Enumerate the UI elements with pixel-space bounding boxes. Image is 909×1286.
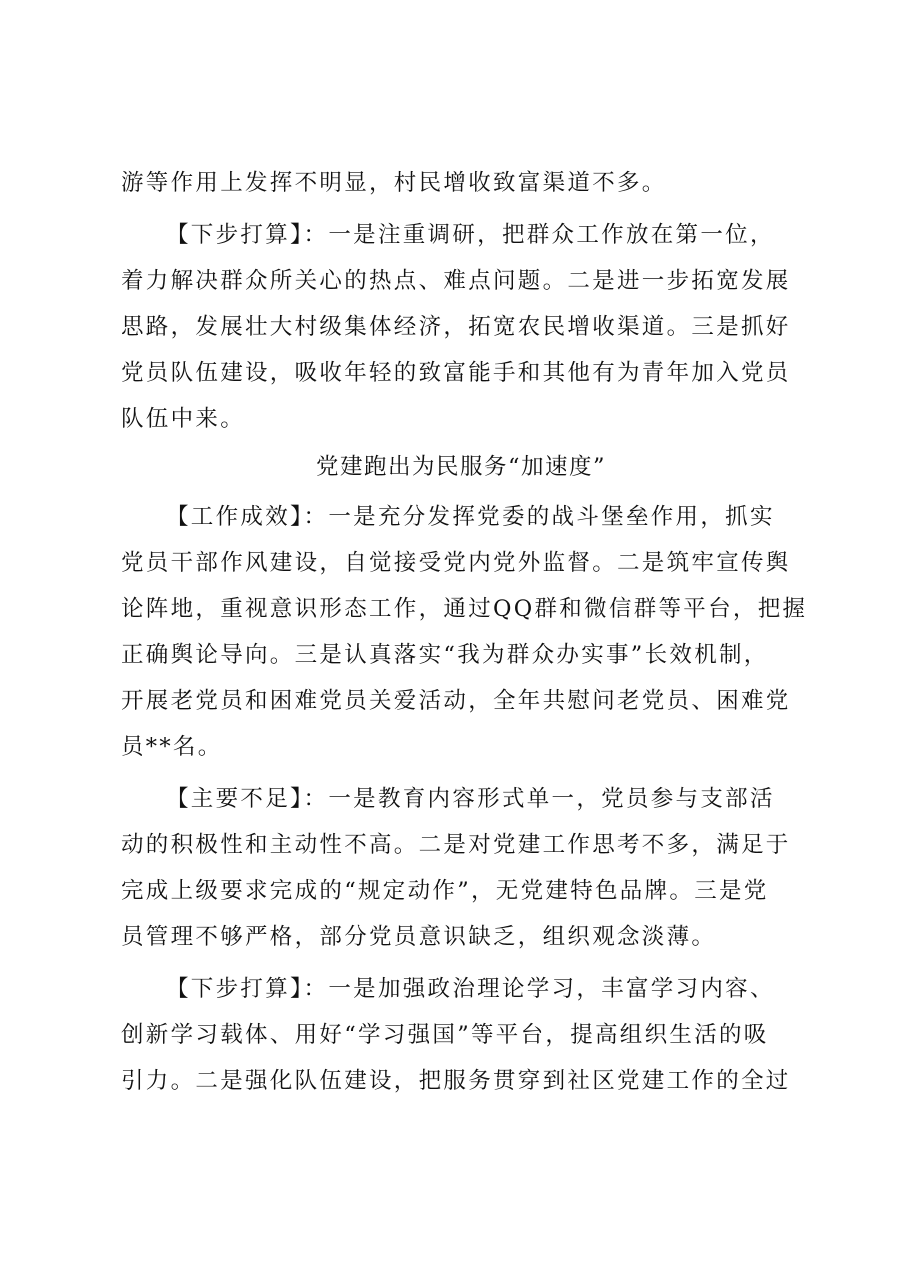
paragraph-line: 开展老党员和困难党员关爱活动，全年共慰问老党员、困难党 xyxy=(121,688,791,714)
paragraph-line: 动的积极性和主动性不高。二是对党建工作思考不多，满足于 xyxy=(121,832,791,858)
paragraph-line: 正确舆论导向。三是认真落实“我为群众办实事”长效机制， xyxy=(121,642,769,668)
paragraph-line: 【下步打算】：一是注重调研，把群众工作放在第一位， xyxy=(166,222,775,248)
paragraph-line: 思路，发展壮大村级集体经济，拓宽农民增收渠道。三是抓好 xyxy=(121,314,791,340)
paragraph-line: 【下步打算】：一是加强政治理论学习，丰富学习内容、 xyxy=(166,976,775,1002)
paragraph-line: 党员队伍建设，吸收年轻的致富能手和其他有为青年加入党员 xyxy=(121,360,791,386)
paragraph-line: 【主要不足】：一是教育内容形式单一，党员参与支部活 xyxy=(166,786,775,812)
paragraph-line: 着力解决群众所关心的热点、难点问题。二是进一步拓宽发展 xyxy=(121,268,791,294)
section-title: 党建跑出为民服务“加速度” xyxy=(315,454,606,480)
paragraph-line: 创新学习载体、用好“学习强国”等平台，提高组织生活的吸 xyxy=(121,1022,769,1048)
paragraph-line: 引力。二是强化队伍建设，把服务贯穿到社区党建工作的全过 xyxy=(121,1068,791,1094)
paragraph-line: 党员干部作风建设，自觉接受党内党外监督。二是筑牢宣传舆 xyxy=(121,550,791,576)
paragraph-line: 【工作成效】：一是充分发挥党委的战斗堡垒作用，抓实 xyxy=(166,504,775,530)
paragraph-line: 队伍中来。 xyxy=(121,406,246,432)
paragraph-line: 完成上级要求完成的“规定动作”，无党建特色品牌。三是党 xyxy=(121,878,769,904)
paragraph-line: 员**名。 xyxy=(121,734,223,760)
paragraph-line: 游等作用上发挥不明显，村民增收致富渠道不多。 xyxy=(121,170,667,196)
paragraph-line: 员管理不够严格，部分党员意识缺乏，组织观念淡薄。 xyxy=(121,924,717,950)
paragraph-line: 论阵地，重视意识形态工作，通过QQ群和微信群等平台，把握 xyxy=(121,596,808,622)
